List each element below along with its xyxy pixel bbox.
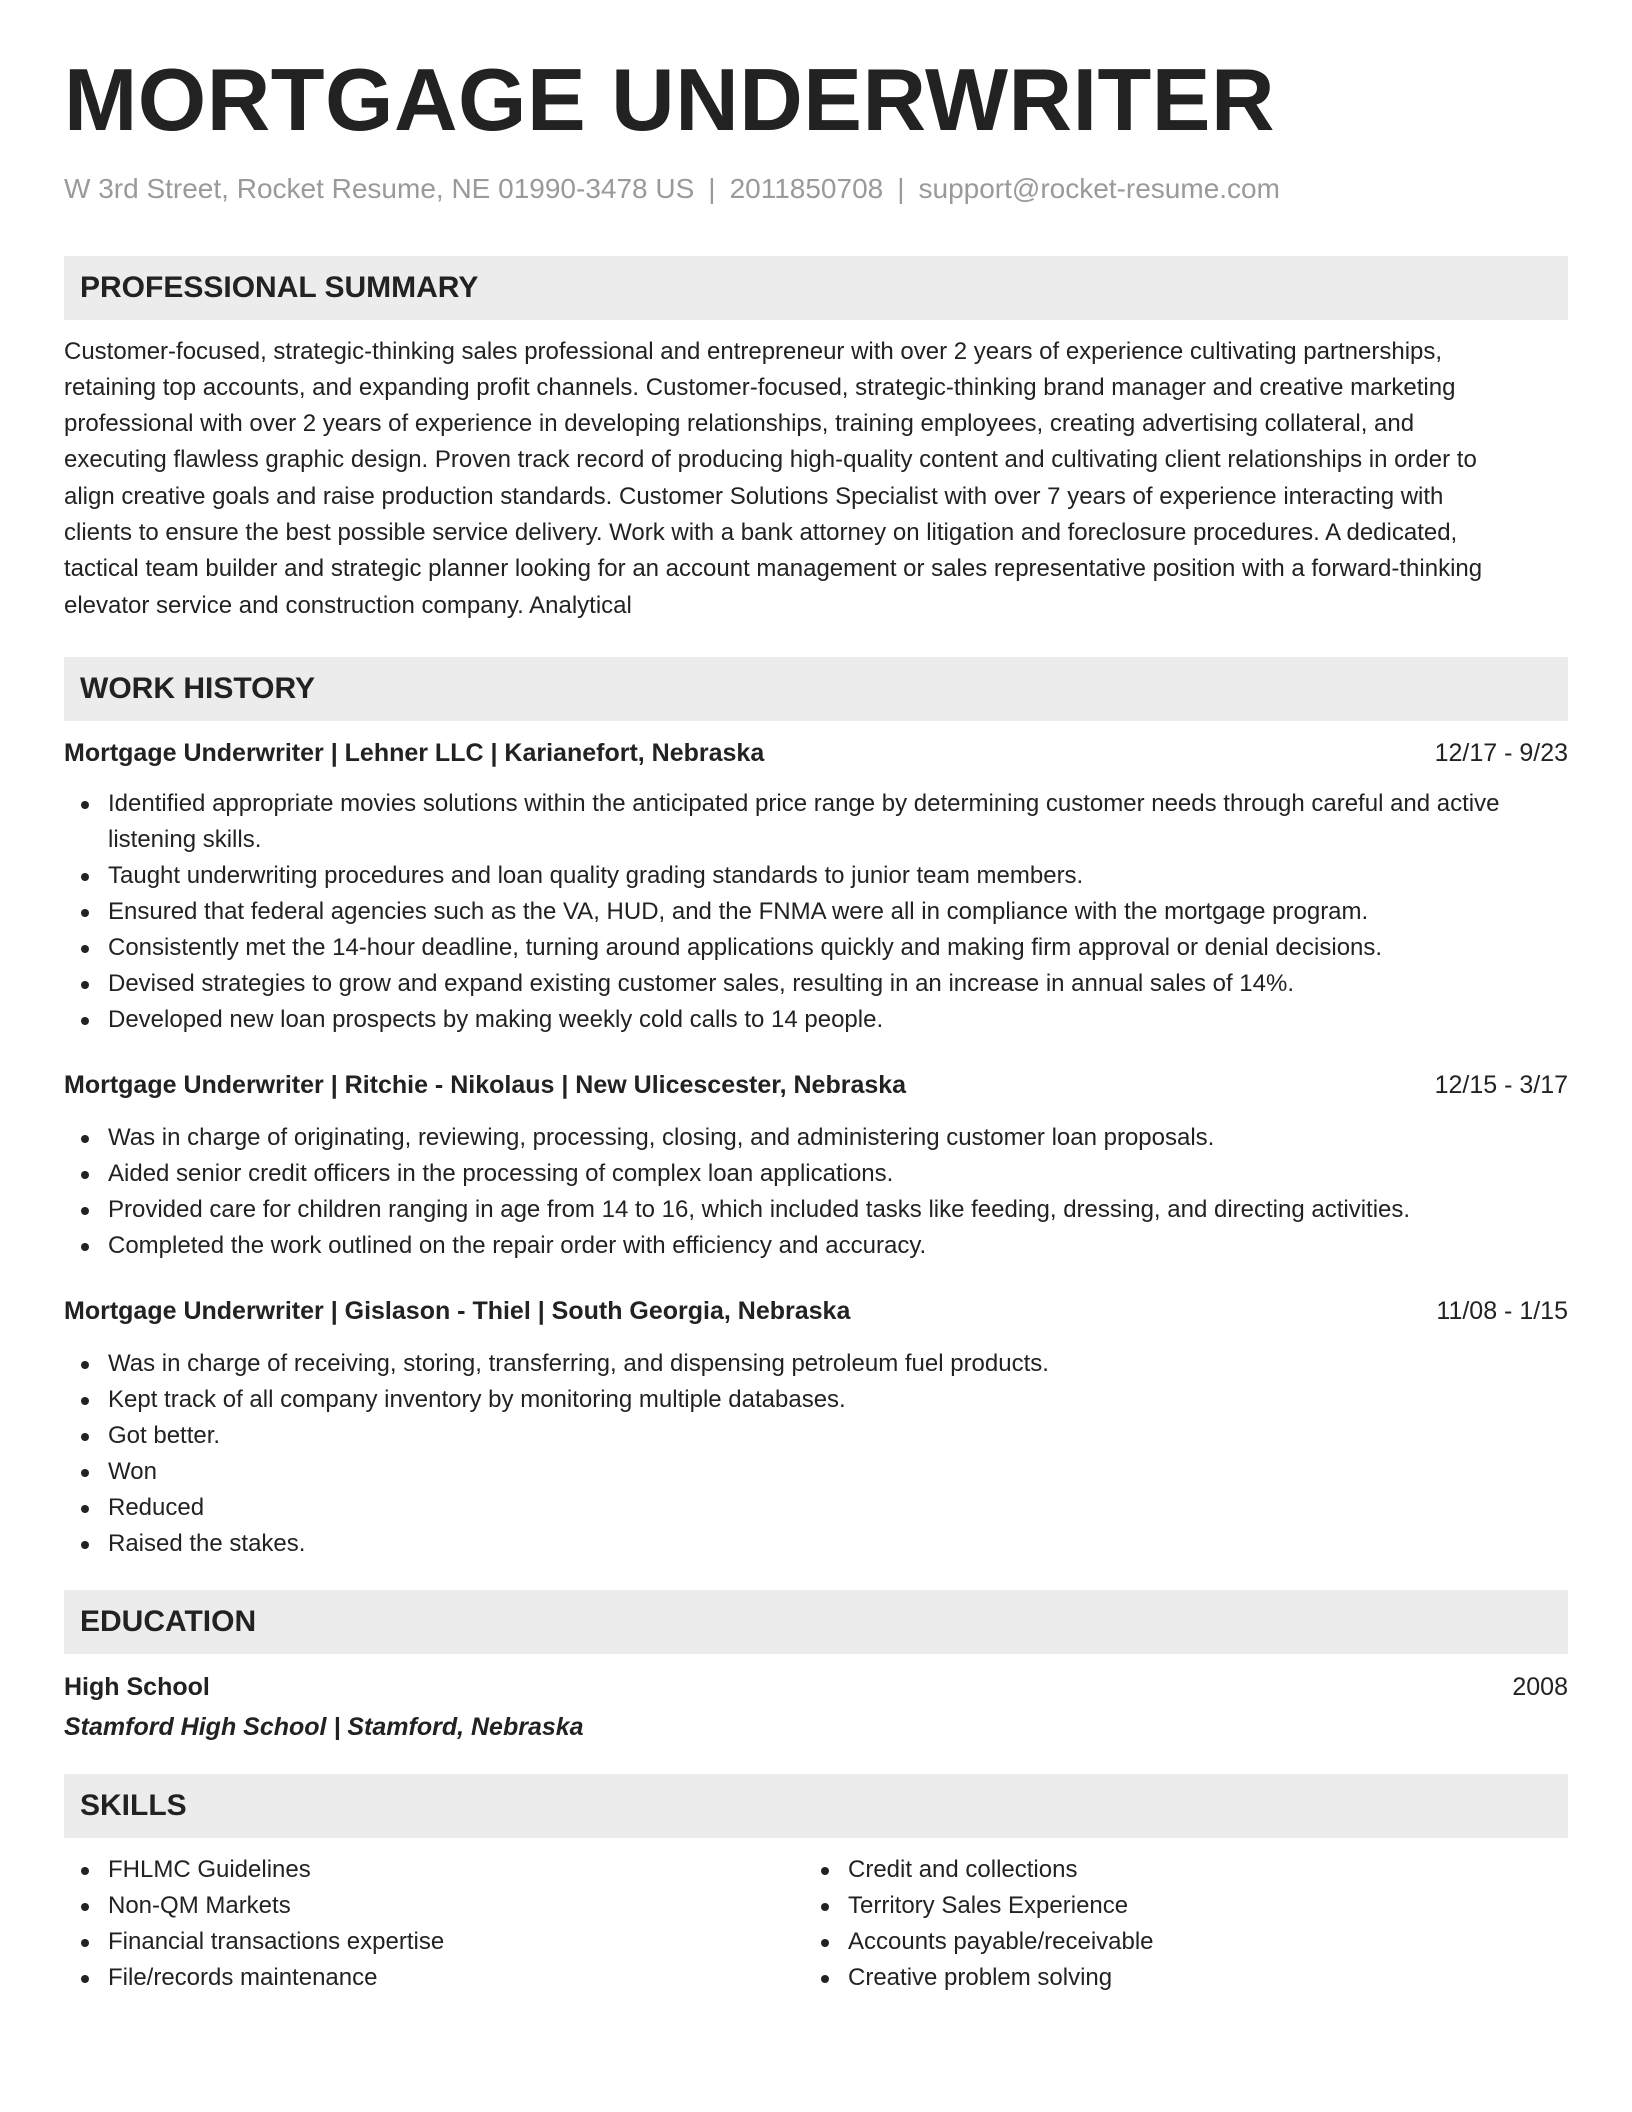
job-bullet: Got better. xyxy=(64,1418,1568,1454)
job-bullet: Won xyxy=(64,1454,1568,1490)
skill-item: FHLMC Guidelines xyxy=(64,1852,804,1888)
job-bullets xyxy=(64,1120,1568,1264)
job-bullet: Ensured that federal agencies such as the VA, HUD, and the FNMA were all in compliance with the mortgage program. xyxy=(64,894,1568,930)
skill-item: Non-QM Markets xyxy=(64,1888,804,1924)
skill-item: Credit and collections xyxy=(804,1852,1544,1888)
summary-line: executing flawless graphic design. Proven track record of producing high-quality content and cultivating client relationships in order to xyxy=(64,446,1477,474)
job-bullet: Was in charge of originating, reviewing, processing, closing, and administering customer loan proposals. xyxy=(64,1120,1568,1156)
skill-item: Accounts payable/receivable xyxy=(804,1924,1544,1960)
job-title: Mortgage Underwriter | Gislason - Thiel | South Georgia, Nebraska xyxy=(64,1296,851,1325)
section-header-education: EDUCATION xyxy=(64,1590,1568,1654)
resume-name: MORTGAGE UNDERWRITER xyxy=(64,50,1276,149)
education-degree: High School xyxy=(64,1672,210,1701)
summary-line: tactical team builder and strategic planner looking for an account management or sales representative position with a forward-thinking xyxy=(64,555,1483,583)
job-dates: 11/08 - 1/15 xyxy=(1436,1296,1568,1325)
job-dates: 12/17 - 9/23 xyxy=(1434,738,1568,767)
contact-email: support@rocket-resume.com xyxy=(918,173,1280,204)
skill-item: Creative problem solving xyxy=(804,1960,1544,1996)
education-entry xyxy=(64,1670,1568,1744)
education-school: Stamford High School | Stamford, Nebraska xyxy=(64,1712,584,1741)
skill-item: File/records maintenance xyxy=(64,1960,804,1996)
skills-column-left xyxy=(64,1852,804,1996)
job-bullet: Completed the work outlined on the repair order with efficiency and accuracy. xyxy=(64,1228,1568,1264)
job-bullet: Consistently met the 14-hour deadline, turning around applications quickly and making firm approval or denial decisions. xyxy=(64,930,1568,966)
job-bullet: Provided care for children ranging in age from 14 to 16, which included tasks like feeding, dressing, and directing activities. xyxy=(64,1192,1568,1228)
education-header xyxy=(64,1670,1568,1704)
education-year: 2008 xyxy=(1512,1672,1568,1701)
job-title: Mortgage Underwriter | Ritchie - Nikolaus | New Ulicescester, Nebraska xyxy=(64,1070,907,1099)
job-bullets xyxy=(64,786,1568,1038)
job-bullet: Taught underwriting procedures and loan quality grading standards to junior team members. xyxy=(64,858,1568,894)
job-title: Mortgage Underwriter | Lehner LLC | Karianefort, Nebraska xyxy=(64,738,765,767)
job-entry xyxy=(64,1068,1568,1264)
job-bullet: Aided senior credit officers in the processing of complex loan applications. xyxy=(64,1156,1568,1192)
job-dates: 12/15 - 3/17 xyxy=(1434,1070,1568,1099)
section-header-skills: SKILLS xyxy=(64,1774,1568,1838)
skills-column-right xyxy=(804,1852,1544,1996)
job-header xyxy=(64,1068,1568,1102)
contact-separator: | xyxy=(708,173,716,204)
section-header-summary: PROFESSIONAL SUMMARY xyxy=(64,256,1568,320)
job-bullets xyxy=(64,1346,1568,1562)
summary-line: retaining top accounts, and expanding profit channels. Customer-focused, strategic-thinking brand manager and creative marketing xyxy=(64,373,1456,401)
summary-line: Customer-focused, strategic-thinking sales professional and entrepreneur with over 2 years of experience cultivating partnerships, xyxy=(64,337,1443,365)
summary-text xyxy=(64,334,1568,624)
contact-separator: | xyxy=(897,173,905,204)
job-bullet: Developed new loan prospects by making weekly cold calls to 14 people. xyxy=(64,1002,1568,1038)
summary-line: elevator service and construction company. Analytical xyxy=(64,591,632,619)
section-header-work-history: WORK HISTORY xyxy=(64,657,1568,721)
summary-line: professional with over 2 years of experience in developing relationships, training employees, creating advertising collateral, and xyxy=(64,410,1415,438)
job-bullet: Kept track of all company inventory by monitoring multiple databases. xyxy=(64,1382,1568,1418)
job-entry xyxy=(64,1294,1568,1562)
contact-phone: 2011850708 xyxy=(729,173,884,204)
job-bullet: Reduced xyxy=(64,1490,1568,1526)
job-bullet: Devised strategies to grow and expand existing customer sales, resulting in an increase in annual sales of 14%. xyxy=(64,966,1568,1002)
job-bullet: Was in charge of receiving, storing, transferring, and dispensing petroleum fuel products. xyxy=(64,1346,1568,1382)
skill-item: Territory Sales Experience xyxy=(804,1888,1544,1924)
job-entry xyxy=(64,736,1568,1038)
summary-line: clients to ensure the best possible service delivery. Work with a bank attorney on litigation and foreclosure procedures. A dedicated, xyxy=(64,519,1458,547)
job-header xyxy=(64,736,1568,770)
contact-line xyxy=(64,172,1568,206)
skills-list xyxy=(804,1852,1544,1996)
job-bullet: Identified appropriate movies solutions within the anticipated price range by determining customer needs through careful and active listening skills. xyxy=(64,786,1568,858)
job-header xyxy=(64,1294,1568,1328)
skills-grid xyxy=(64,1852,1568,1996)
job-bullet: Raised the stakes. xyxy=(64,1526,1568,1562)
skills-list xyxy=(64,1852,804,1996)
contact-address: W 3rd Street, Rocket Resume, NE 01990-3478 US xyxy=(64,173,695,204)
summary-line: align creative goals and raise production standards. Customer Solutions Specialist with over 7 years of experience interacting with xyxy=(64,482,1444,510)
skill-item: Financial transactions expertise xyxy=(64,1924,804,1960)
